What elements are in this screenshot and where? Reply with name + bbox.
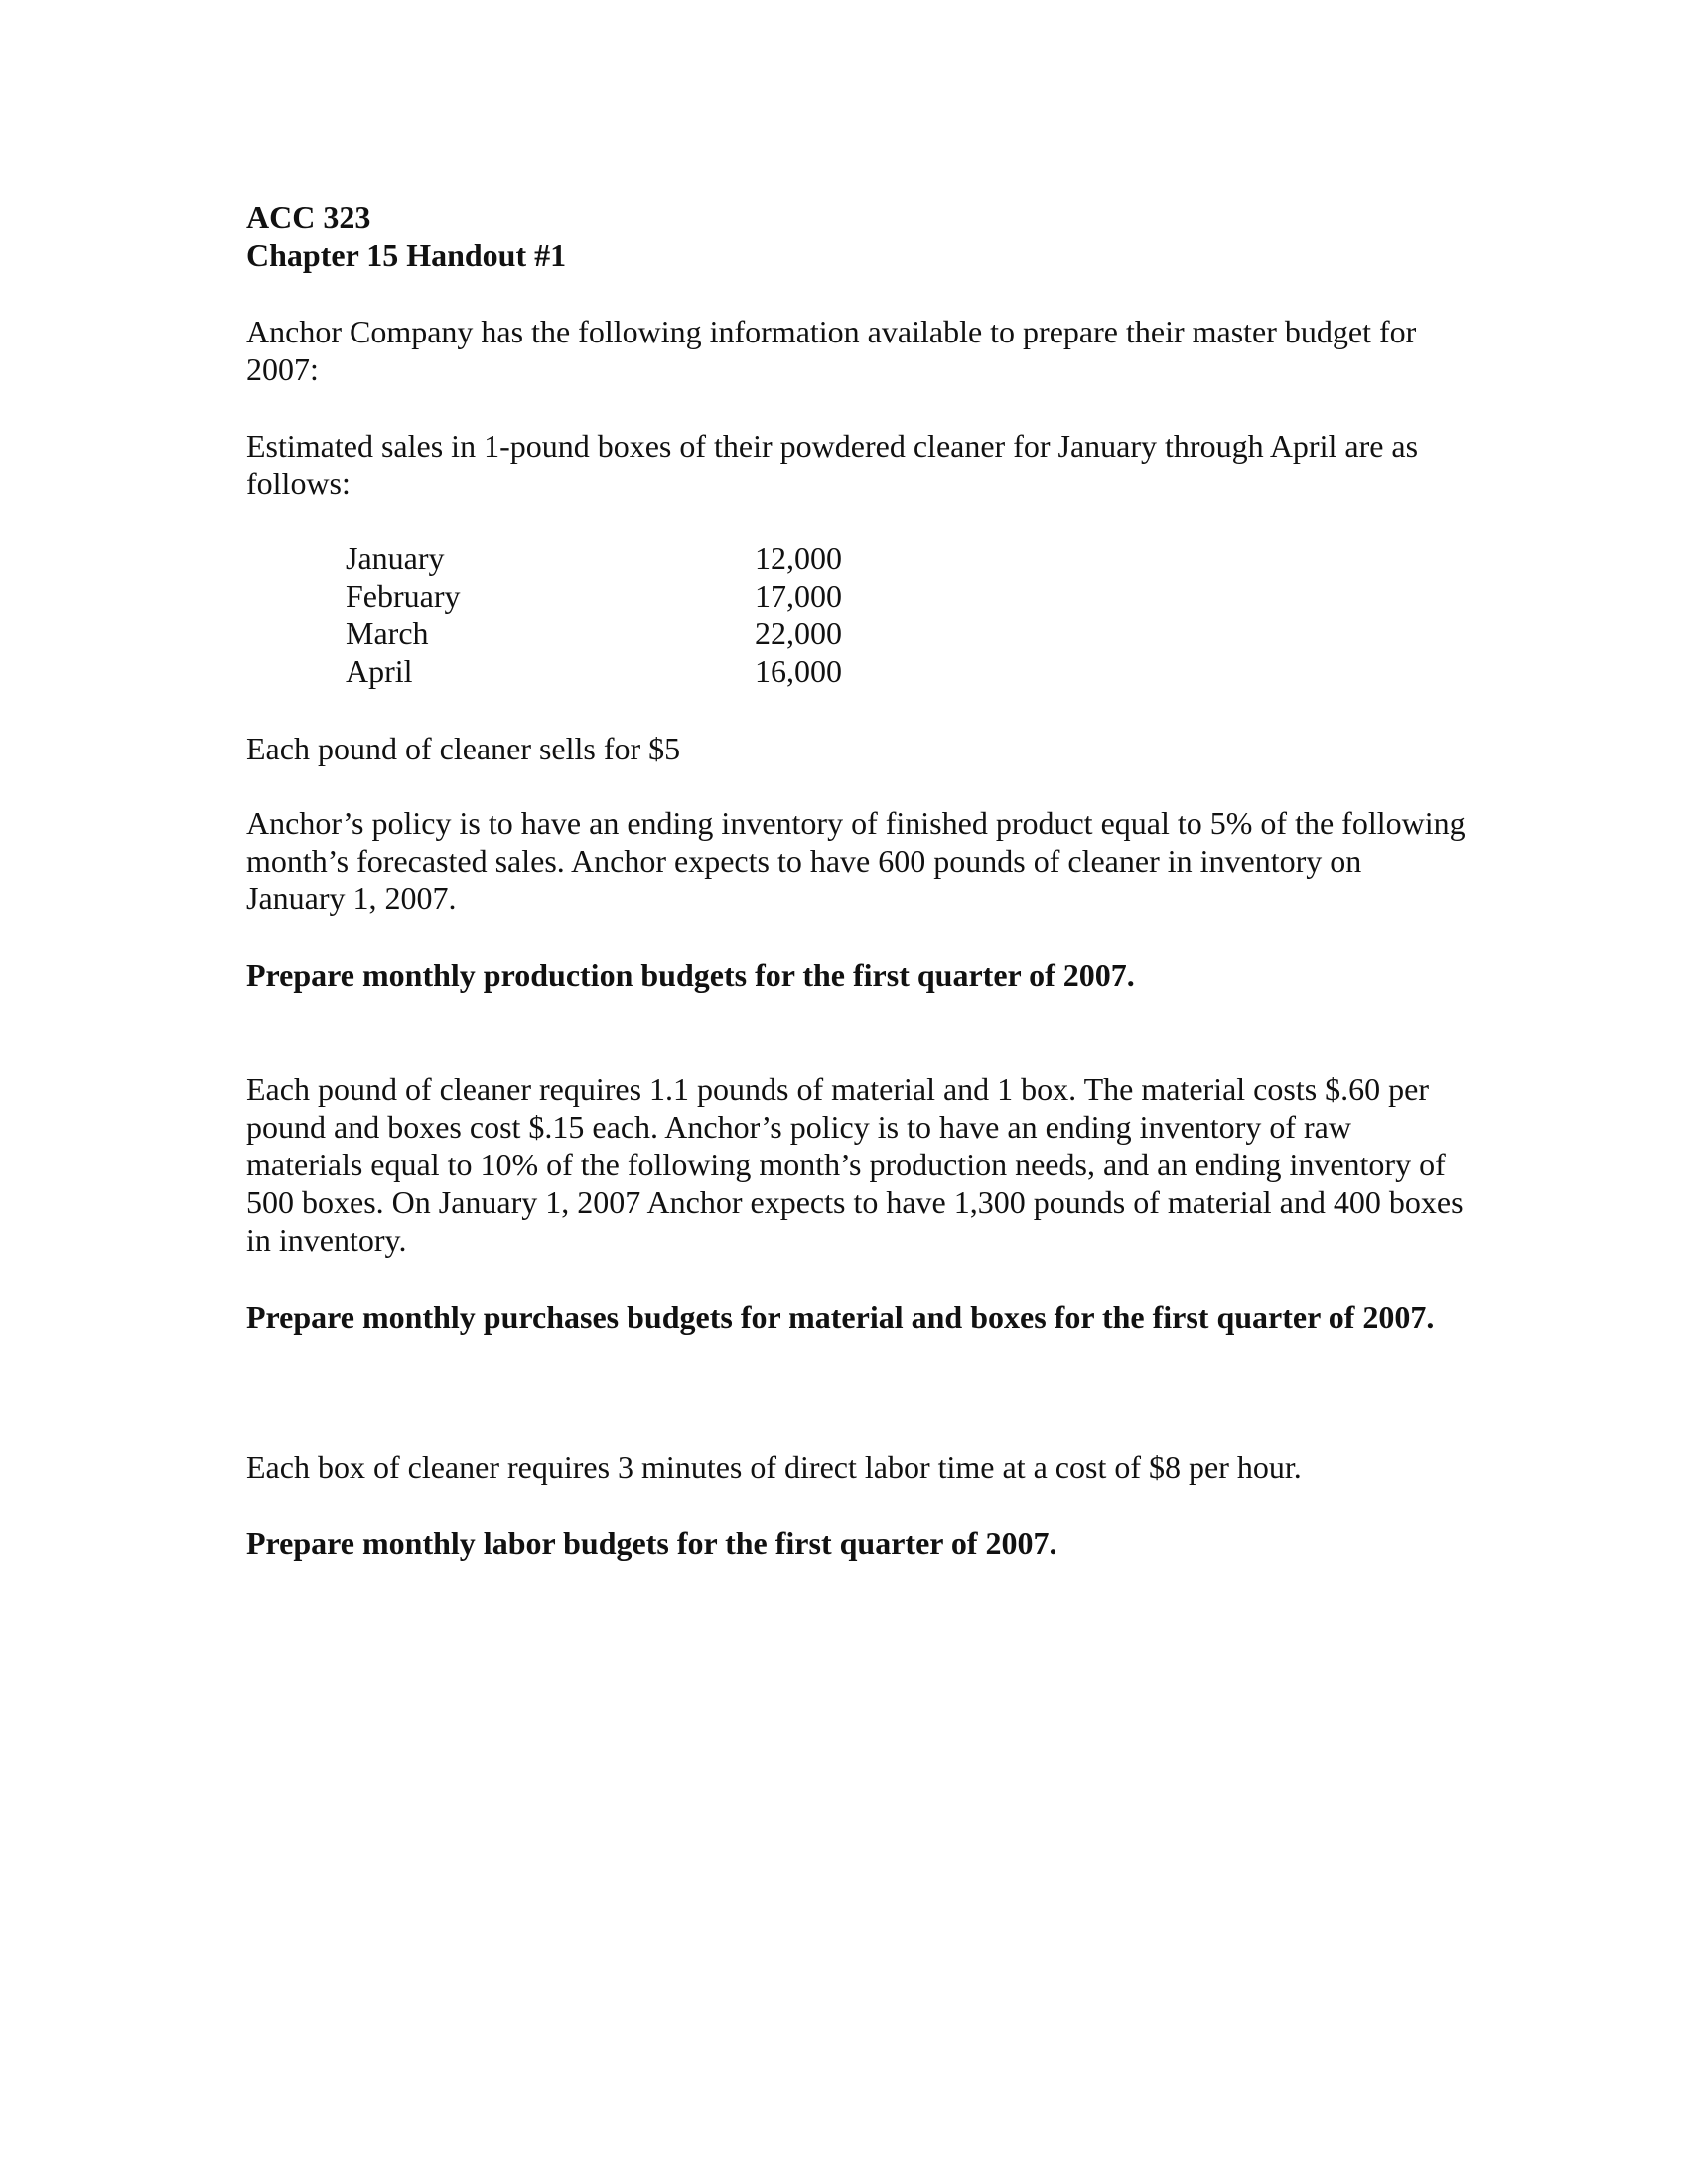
- sales-units: 17,000: [755, 578, 842, 614]
- sales-month: April: [346, 653, 413, 689]
- sales-row: [346, 539, 842, 577]
- labor-info-paragraph: Each box of cleaner requires 3 minutes of direct labor time at a cost of $8 per hour.: [246, 1449, 1302, 1485]
- sales-row: [346, 577, 842, 614]
- inventory-policy-paragraph: Anchor’s policy is to have an ending inventory of finished product equal to 5% of the following month’s forecasted sales. Anchor expects to have 600 pounds of cleaner in inventory on January 1, 2007.: [246, 805, 1466, 916]
- handout-title: Chapter 15 Handout #1: [246, 237, 567, 273]
- sales-units: 16,000: [755, 653, 842, 689]
- sales-month: March: [346, 615, 429, 651]
- purchases-budget-task: Prepare monthly purchases budgets for material and boxes for the first quarter of 2007.: [246, 1299, 1435, 1335]
- sales-forecast-table: [346, 539, 842, 690]
- course-code: ACC 323: [246, 200, 371, 235]
- sales-units: 22,000: [755, 615, 842, 651]
- price-paragraph: Each pound of cleaner sells for $5: [246, 731, 681, 766]
- intro-paragraph: Anchor Company has the following information available to prepare their master budget for 2007:: [246, 314, 1417, 387]
- labor-budget-task: Prepare monthly labor budgets for the first quarter of 2007.: [246, 1525, 1057, 1561]
- sales-intro-paragraph: Estimated sales in 1-pound boxes of their powdered cleaner for January through April are as follows:: [246, 428, 1419, 501]
- sales-units: 12,000: [755, 540, 842, 576]
- sales-row: [346, 614, 842, 652]
- sales-month: February: [346, 578, 461, 614]
- sales-month: January: [346, 540, 445, 576]
- material-info-paragraph: Each pound of cleaner requires 1.1 pounds of material and 1 box. The material costs $.60 per pound and boxes cost $.15 each. Anchor’s policy is to have an ending inventory of raw materials equal to 10% of the following month’s production needs, and an ending inventory of 500 boxes. On January 1, 2007 Anchor expects to have 1,300 pounds of material and 400 boxes in inventory.: [246, 1071, 1464, 1258]
- sales-row: [346, 652, 842, 690]
- production-budget-task: Prepare monthly production budgets for the first quarter of 2007.: [246, 957, 1135, 993]
